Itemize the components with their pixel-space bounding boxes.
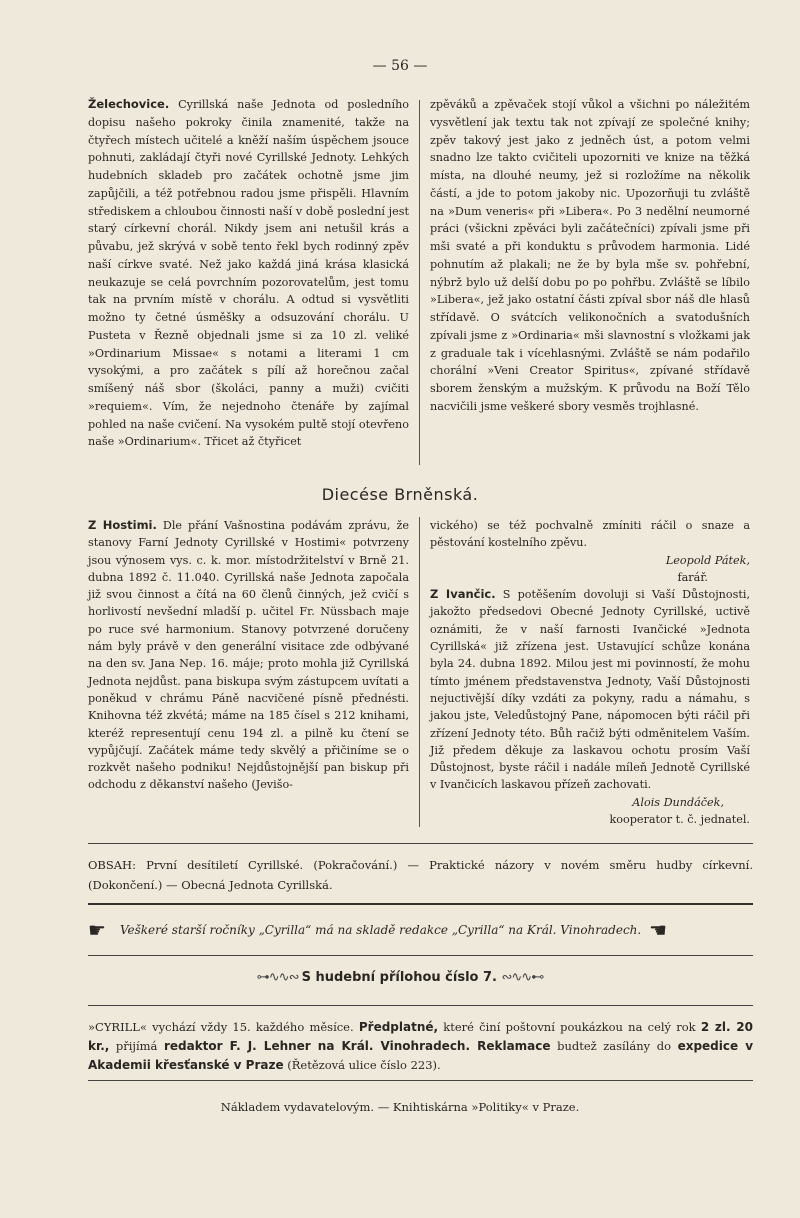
column-divider-bottom <box>419 517 420 827</box>
supplement-text: S hudební přílohou číslo 7. <box>301 970 497 985</box>
footer-text-2: které činí poštovní poukázkou na celý rok <box>443 1020 696 1034</box>
paragraph-hostimi <box>88 517 409 794</box>
text-zelechovice: Cyrillská naše Jednota od posledního dopisu našeho pokroky činila znamenité, takže na čtyřech místech učitelé a kněží naším úspěchem jsouce pohnuti, zakládají čtyři nové Cyrillské Jednoty. Lehkých hudebních skladeb pro začátek ochotně jsme jim zapůjčili, a též potřebnou radou jsme přispěli. Hlavním střediskem a chloubou činnosti naší v době poslední jest starý církevní chorál. Nikdy jsem ani netušil krás a půvabu, jež skrývá v sobě tento řekl bych rodinný zpěv naší církve svaté. Než jako každá jiná krása klasická neukazuje se celá povrchním pozorovatelům, jest tomu tak na prvním místě v chorálu. A odtud si vysvětliti možno ty četné úsměšky a odsuzování chorálu. U Pusteta v Řezně objednali jsme si za 10 zl. veliké »Ordinarium Missae« s notami a literami 1 cm vysokými, a pro začátek s pílí až horečnou začal smíšený náš sbor (školáci, panny a muži) cvičiti »requiem«. Vím, že nejednoho čtenáře by zajímal pohled na naše cvičení. Na vysokém pultě stojí otevřeno naše »Ordinarium«. Třicet až čtyřicet <box>88 98 410 449</box>
signature-dundacek: Alois Dundáček, <box>632 795 724 809</box>
notice-back-issues <box>88 918 753 942</box>
contents-summary: OBSAH: První desítiletí Cyrillské. (Pokračování.) — Praktické názory v novém směru hudby církevní. (Dokončení.) — Obecná Jednota Cyrillská. <box>88 858 753 892</box>
separator-5 <box>88 1080 753 1081</box>
section-title: Diecése Brněnská. <box>321 485 479 504</box>
column-divider-top <box>419 100 420 465</box>
page-number: — 56 — <box>372 58 428 74</box>
column-left-top <box>88 96 409 451</box>
pointing-hand-icon: ☛ <box>88 918 106 942</box>
footer-bold-4: expedice v Akademii křesťanské v Praze <box>88 1039 754 1072</box>
footer-bold-2: 2 zl. 20 kr., <box>88 1020 753 1053</box>
text-hostimi: Dle přání Vašnostina podávám zprávu, že stanovy Farní Jednoty Cyrillské v Hostimi« potvrzeny jsou výnosem vys. c. k. mor. místodržitelství v Brně 21. dubna 1892 č. 11.040. Cyrillská naše Jednota započala již svou činnost a čítá na 60 členů činných, jež cvičí s horlivostí nevšední mladší p. učitel Fr. Nüssbach maje po ruce své harmonium. Stanovy potvrzené doručeny nám byly právě v den generální visitace zde odbývané na den sv. Jana Nep. 16. máje; proto mohla již Cyrillská Jednota nejdůst. pana biskupa svým zástupcem uvítati a poněkud v chrámu Páně nacvičené písně přednésti. Knihovna též zkvétá; máme na 185 čísel s 212 knihami, kteréž representují cenu 194 zl. a pilně ku čtení se vypůjčují. Začátek máme tedy skvělý a přičiníme se o rozkvět našeho podniku! Nejdůstojnější pan biskup při odchodu z děkanství našeho (Jevišo- <box>88 519 409 792</box>
separator-3 <box>88 955 753 956</box>
heading-ivancic: Z Ivančic. <box>430 587 496 602</box>
footer-bold-1: Předplatné, <box>358 1020 439 1034</box>
separator-1 <box>88 843 753 844</box>
footer-text-5: (Řetězová ulice číslo 223). <box>287 1058 441 1072</box>
text-hostimi-cont: vického) se též pochvalně zmíniti ráčil o snaze a pěstování kostelního zpěvu. <box>430 519 750 550</box>
paragraph-ivancic <box>430 586 750 794</box>
paragraph-zelechovice <box>88 96 409 451</box>
text-zelechovice-cont: zpěváků a zpěvaček stojí vůkol a všichni po náležitém vysvětlení jak textu tak not zpívají ze společné knihy; zpěv takový jest jako z jedněch úst, a potom velmi snadno lze takto cvičiteli upozorniti ve knize na těžká místa, na dlouhé neumy, jež si rozložíme na několik částí, a jde to potom jakoby nic. Upozorňuji tu zvláště na »Dum veneris« při »Libera«. Po 3 nedělní neumorné práci (všickni zpěváci byli začátečníci) zpívali jsme při mši svaté a při konduktu s průvodem harmonia. Lidé pohnutím až plakali; ne že by byla mše sv. pohřební, nýbrž bylo už delší dobu po po pohřbu. Zvláště se líbilo »Libera«, jež jako ostatní části zpíval sbor náš dle hlasů střídavě. O svátcích velikonočních a svatodušních zpívali jsme z »Ordinaria« mši slavnostní s vložkami jak z graduale tak i vícehlasnými. Zvláště se nám podařilo chorální »Veni Creator Spiritus«, zpívané střídavě sborem ženským a mužským. K průvodu na Boží Tělo nacvičili jsme veškeré sbory vesměs trojhlasné. <box>430 98 750 413</box>
notice-text: Veškeré starší ročníky „Cyrilla“ má na skladě redakce „Cyrilla“ na Král. Vinohradech. <box>119 923 642 937</box>
heading-hostimi: Z Hostimi. <box>88 518 157 532</box>
separator-4 <box>88 1005 753 1006</box>
signature-dundacek-title: kooperator t. č. jednatel. <box>609 813 750 827</box>
signature-patek-title: farář. <box>677 570 708 584</box>
column-left-bottom <box>88 517 409 794</box>
footer-bold-3: redaktor F. J. Lehner na Král. Vinohradech. Reklamace <box>163 1039 551 1053</box>
footer-text-4: budtež zasílány do <box>557 1039 672 1053</box>
printer-imprint: Nákladem vydavatelovým. — Knihtiskárna »Politiky« v Praze. <box>220 1100 580 1114</box>
separator-2 <box>88 903 753 905</box>
pointing-hand-icon-right: ☛ <box>649 918 668 942</box>
ornament-left-icon: ⊶∿∿∾ <box>256 970 302 985</box>
text-ivancic: S potěšením dovoluji si Vaší Důstojnosti, jakožto předsedovi Obecné Jednoty Cyrillské, uctivě oznámiti, že v naší farnosti Ivančické »Jednota Cyrillská« již zřízena jest. Ustavující schůze konána byla 24. dubna 1892. Milou jest mi povinností, že mohu tímto jménem představenstva Jednoty, Vaší Důstojnosti nejuctivější díky vzdáti za pokyny, radu a námahu, s jakou jste, Veledůstojný Pane, nápomocen býti ráčil při zřízení Jednoty této. Bůh račiž býti odměnitelem Vaším. Již předem děkuje za laskavou ochotu prosím Vaší Důstojnost, byste ráčil i nadále míleň Jednotě Cyrillské v Ivančicích laskavou přízeň zachovati. <box>430 588 750 792</box>
music-supplement <box>0 970 800 985</box>
ornament-right-icon: ∾∿∿⊷ <box>501 970 544 985</box>
heading-zelechovice: Želechovice. <box>88 97 170 111</box>
footer-text-3: přijímá <box>115 1039 158 1053</box>
footer-text-1: »CYRILL« vychází vždy 15. každého měsíce. <box>88 1020 354 1034</box>
column-right-top <box>430 96 750 416</box>
signature-patek: Leopold Pátek, <box>665 553 750 567</box>
column-right-bottom <box>430 517 750 828</box>
subscription-info <box>88 1018 753 1075</box>
